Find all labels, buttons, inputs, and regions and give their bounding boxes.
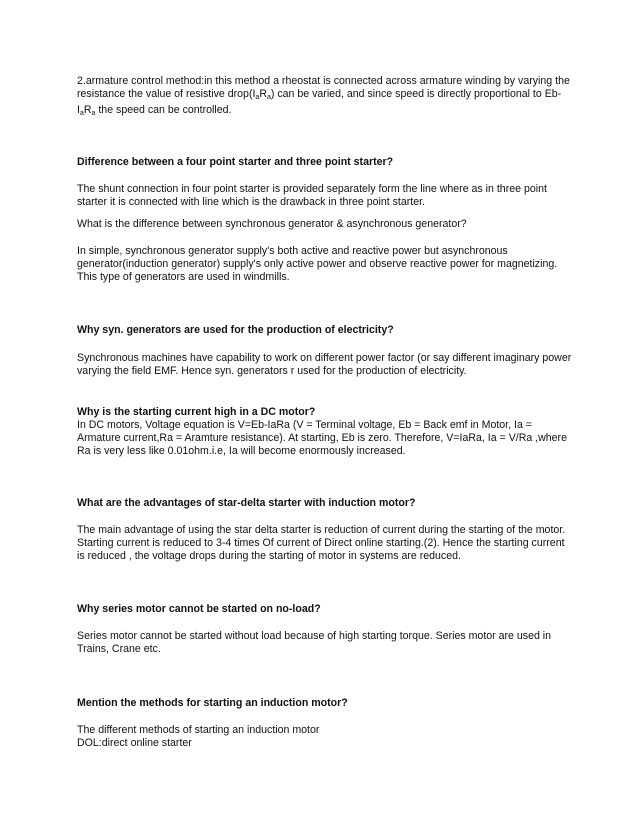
question-heading: What are the advantages of star-delta starter with induction motor? bbox=[77, 497, 416, 509]
answer-paragraph: The different methods of starting an induction motor DOL:direct online starter bbox=[77, 724, 320, 749]
answer-paragraph: Series motor cannot be started without load because of high starting torque. Series motor are used in Trains, Crane etc. bbox=[77, 630, 552, 655]
intro-line-2b: R bbox=[259, 88, 267, 100]
question-heading: Why syn. generators are used for the production of electricity? bbox=[77, 324, 394, 336]
answer-paragraph: In DC motors, Voltage equation is V=Eb-IaRa (V = Terminal voltage, Eb = Back emf in Motor, Ia = Armature current,Ra = Aramture resistance). At starting, Eb is zero. Therefore, V=IaRa, Ia = V/Ra ,where Ra is very less like 0.01ohm.i.e, Ia will become enormously increased. bbox=[77, 419, 567, 457]
answer-paragraph: Synchronous machines have capability to work on different power factor (or say different imaginary power varying the field EMF. Hence syn. generators r used for the production of electricity. bbox=[77, 352, 572, 377]
question-line: What is the difference between synchronous generator & asynchronous generator? bbox=[77, 218, 467, 230]
intro-paragraph bbox=[77, 75, 577, 120]
subscript-a: a bbox=[91, 110, 96, 117]
question-heading: Why series motor cannot be started on no-load? bbox=[77, 603, 321, 615]
answer-paragraph: In simple, synchronous generator supply's both active and reactive power but asynchronous generator(induction generator) supply's only active power and observe reactive power for magnetizing. This type of generators are used in windmills. bbox=[77, 245, 558, 283]
subscript-a: a bbox=[255, 94, 260, 101]
question-heading: Why is the starting current high in a DC motor? bbox=[77, 406, 316, 418]
intro-line-2a: resistance the value of resistive drop(I bbox=[77, 88, 256, 100]
intro-line-2c: ) can be varied, and since speed is directly proportional to Eb- bbox=[270, 88, 562, 100]
intro-line-3c: the speed can be controlled. bbox=[95, 104, 232, 116]
intro-line-3a: I bbox=[77, 104, 80, 116]
question-heading: Difference between a four point starter and three point starter? bbox=[77, 156, 394, 168]
subscript-a: a bbox=[79, 110, 84, 117]
subscript-a: a bbox=[266, 94, 271, 101]
answer-paragraph: The shunt connection in four point starter is provided separately form the line where as in three point starter it is connected with line which is the drawback in three point starter. bbox=[77, 183, 547, 208]
question-heading: Mention the methods for starting an induction motor? bbox=[77, 697, 348, 709]
intro-line-3b: R bbox=[83, 104, 92, 116]
intro-line-1: 2.armature control method:in this method a rheostat is connected across armature winding by varying the bbox=[77, 75, 570, 87]
answer-paragraph: The main advantage of using the star delta starter is reduction of current during the starting of the motor. Starting current is reduced to 3-4 times Of current of Direct online starting.(2). Hence the starting current is reduced , the voltage drops during the starting of motor in systems are reduced. bbox=[77, 524, 566, 562]
